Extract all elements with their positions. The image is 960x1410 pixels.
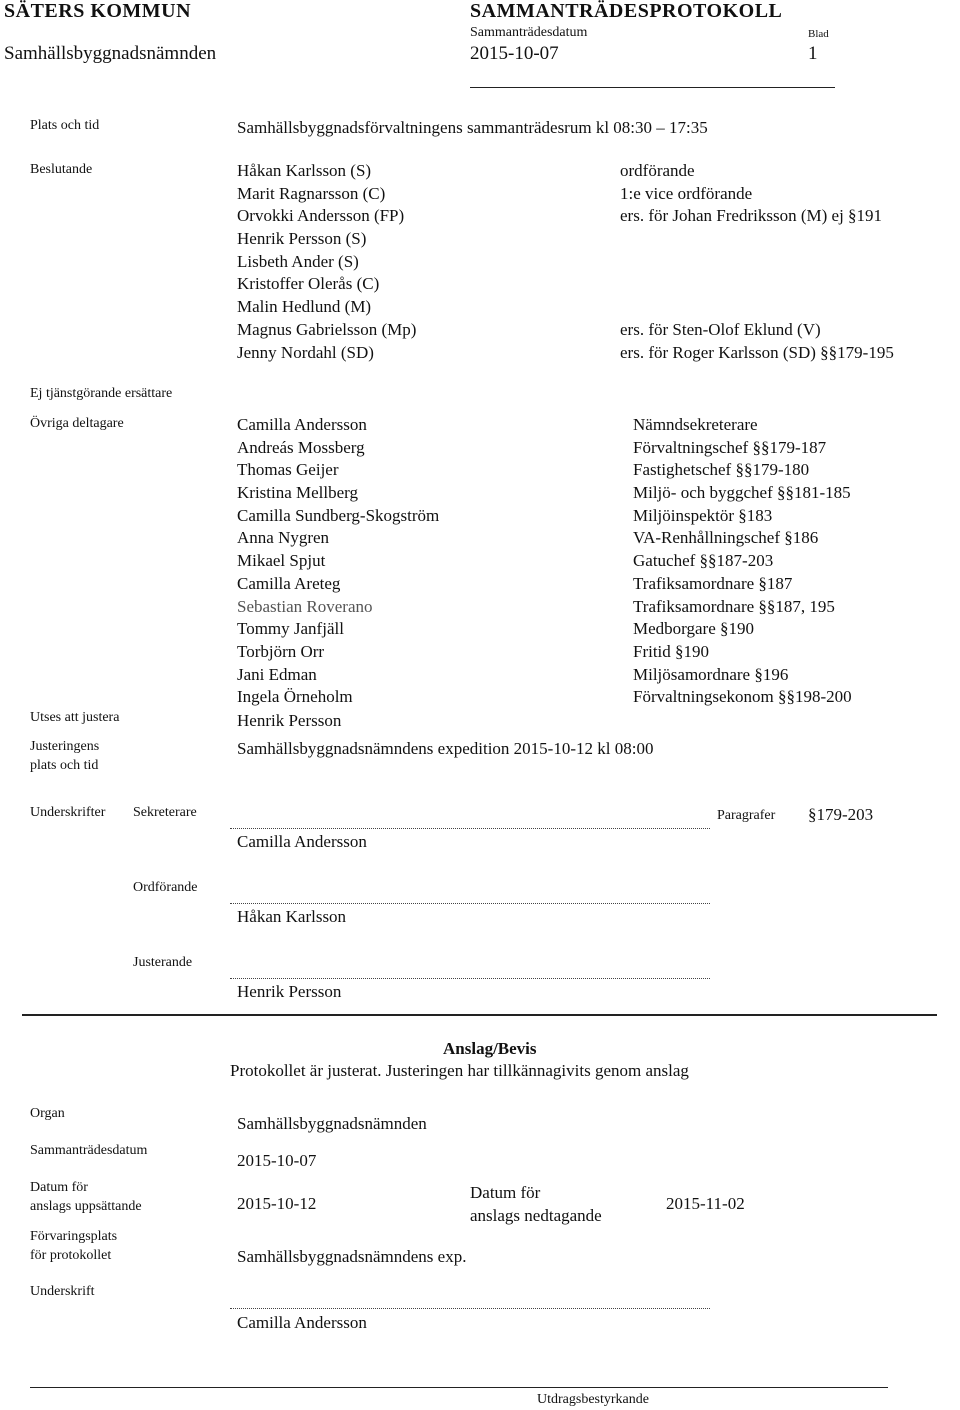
secretary-name: Camilla Andersson: [237, 832, 367, 851]
deciding-name: Lisbeth Ander (S): [237, 252, 359, 271]
chair-name: Håkan Karlsson: [237, 907, 347, 926]
sheet-label: Blad: [808, 28, 829, 40]
participant-name: Sebastian Roverano: [237, 597, 373, 616]
participant-name: Tommy Janfjäll: [237, 619, 344, 638]
participant-name: Mikael Spjut: [237, 551, 326, 570]
participant-name: Andreás Mossberg: [237, 438, 365, 457]
removed-label-1: Datum för: [470, 1183, 541, 1202]
participant-role: Fritid §190: [633, 642, 710, 661]
participant-name: Anna Nygren: [237, 528, 330, 547]
deciding-name: Jenny Nordahl (SD): [237, 343, 374, 362]
notice-date-value: 2015-10-07: [237, 1151, 317, 1170]
deciding-role: ers. för Sten-Olof Eklund (V): [620, 320, 821, 339]
deciding-label: Beslutande: [30, 162, 93, 177]
participant-name: Ingela Örneholm: [237, 687, 353, 706]
adjuster-label: Utses att justera: [30, 710, 120, 725]
notice-signature-label: Underskrift: [30, 1284, 95, 1299]
participant-name: Kristina Mellberg: [237, 483, 359, 502]
participant-role: Medborgare §190: [633, 619, 755, 638]
place-time-label: Plats och tid: [30, 118, 100, 133]
participant-role: Förvaltningschef §§179-187: [633, 438, 827, 457]
participant-name: Camilla Andersson: [237, 415, 367, 434]
section-rule: [22, 1014, 937, 1016]
posted-label-2: anslags uppsättande: [30, 1199, 142, 1214]
participant-role: Förvaltningsekonom §§198-200: [633, 687, 852, 706]
deciding-name: Håkan Karlsson (S): [237, 161, 372, 180]
deciding-name: Marit Ragnarsson (C): [237, 184, 386, 203]
date-label: Sammanträdesdatum: [470, 25, 588, 40]
place-time-value: Samhällsbyggnadsförvaltningens sammanträdesrum kl 08:30 – 17:35: [237, 118, 708, 137]
org-name: SÄTERS KOMMUN: [4, 0, 192, 22]
secretary-signature-line: [230, 828, 710, 829]
others-label: Övriga deltagare: [30, 416, 124, 431]
deciding-role: 1:e vice ordförande: [620, 184, 753, 203]
deciding-role: ers. för Johan Fredriksson (M) ej §191: [620, 206, 883, 225]
posted-label-1: Datum för: [30, 1180, 88, 1195]
adjust-place-label-2: plats och tid: [30, 758, 99, 773]
notice-signature-line: [230, 1308, 710, 1309]
notice-title: Anslag/Bevis: [443, 1039, 537, 1058]
storage-label-2: för protokollet: [30, 1248, 112, 1263]
deciding-role: ordförande: [620, 161, 695, 180]
meeting-date: 2015-10-07: [470, 43, 559, 64]
paragraphs-value: §179-203: [808, 805, 874, 824]
substitutes-label: Ej tjänstgörande ersättare: [30, 386, 173, 401]
adjust-place-value: Samhällsbyggnadsnämndens expedition 2015-10-12 kl 08:00: [237, 739, 654, 758]
document-type: SAMMANTRÄDESPROTOKOLL: [470, 0, 783, 22]
deciding-name: Magnus Gabrielsson (Mp): [237, 320, 417, 339]
adjuster-sign-label: Justerande: [133, 955, 193, 970]
deciding-name: Malin Hedlund (M): [237, 297, 372, 316]
participant-role: Miljö- och byggchef §§181-185: [633, 483, 851, 502]
deciding-name: Orvokki Andersson (FP): [237, 206, 405, 225]
signatures-label: Underskrifter: [30, 805, 106, 820]
adjuster-value: Henrik Persson: [237, 711, 342, 730]
removed-label-2: anslags nedtagande: [470, 1206, 602, 1225]
participant-role: VA-Renhållningschef §186: [633, 528, 819, 547]
footer-rule: [30, 1387, 888, 1388]
participant-name: Camilla Areteg: [237, 574, 341, 593]
participant-role: Trafiksamordnare §§187, 195: [633, 597, 835, 616]
participant-role: Fastighetschef §§179-180: [633, 460, 810, 479]
participant-name: Thomas Geijer: [237, 460, 339, 479]
participant-role: Trafiksamordnare §187: [633, 574, 793, 593]
chair-label: Ordförande: [133, 880, 198, 895]
deciding-name: Henrik Persson (S): [237, 229, 367, 248]
adjuster-sign-name: Henrik Persson: [237, 982, 342, 1001]
participant-name: Jani Edman: [237, 665, 317, 684]
chair-signature-line: [230, 903, 710, 904]
participant-role: Miljösamordnare §196: [633, 665, 789, 684]
sheet-number: 1: [808, 43, 818, 64]
participant-role: Nämndsekreterare: [633, 415, 758, 434]
notice-signature-name: Camilla Andersson: [237, 1313, 367, 1332]
deciding-role: ers. för Roger Karlsson (SD) §§179-195: [620, 343, 894, 362]
committee-name: Samhällsbyggnadsnämnden: [4, 43, 217, 64]
storage-value: Samhällsbyggnadsnämndens exp.: [237, 1247, 467, 1266]
secretary-label: Sekreterare: [133, 805, 197, 820]
notice-text: Protokollet är justerat. Justeringen har tillkännagivits genom anslag: [230, 1061, 689, 1080]
certify-label: Utdragsbestyrkande: [537, 1392, 649, 1407]
organ-label: Organ: [30, 1106, 65, 1121]
header-rule: [470, 87, 835, 88]
adjust-place-label-1: Justeringens: [30, 739, 100, 754]
participant-role: Miljöinspektör §183: [633, 506, 773, 525]
storage-label-1: Förvaringsplats: [30, 1229, 118, 1244]
participant-role: Gatuchef §§187-203: [633, 551, 774, 570]
posted-value: 2015-10-12: [237, 1194, 317, 1213]
participant-name: Torbjörn Orr: [237, 642, 325, 661]
deciding-name: Kristoffer Olerås (C): [237, 274, 380, 293]
adjuster-signature-line: [230, 978, 710, 979]
organ-value: Samhällsbyggnadsnämnden: [237, 1114, 427, 1133]
notice-date-label: Sammanträdesdatum: [30, 1143, 148, 1158]
removed-value: 2015-11-02: [666, 1194, 745, 1213]
participant-name: Camilla Sundberg-Skogström: [237, 506, 440, 525]
paragraphs-label: Paragrafer: [717, 808, 776, 823]
